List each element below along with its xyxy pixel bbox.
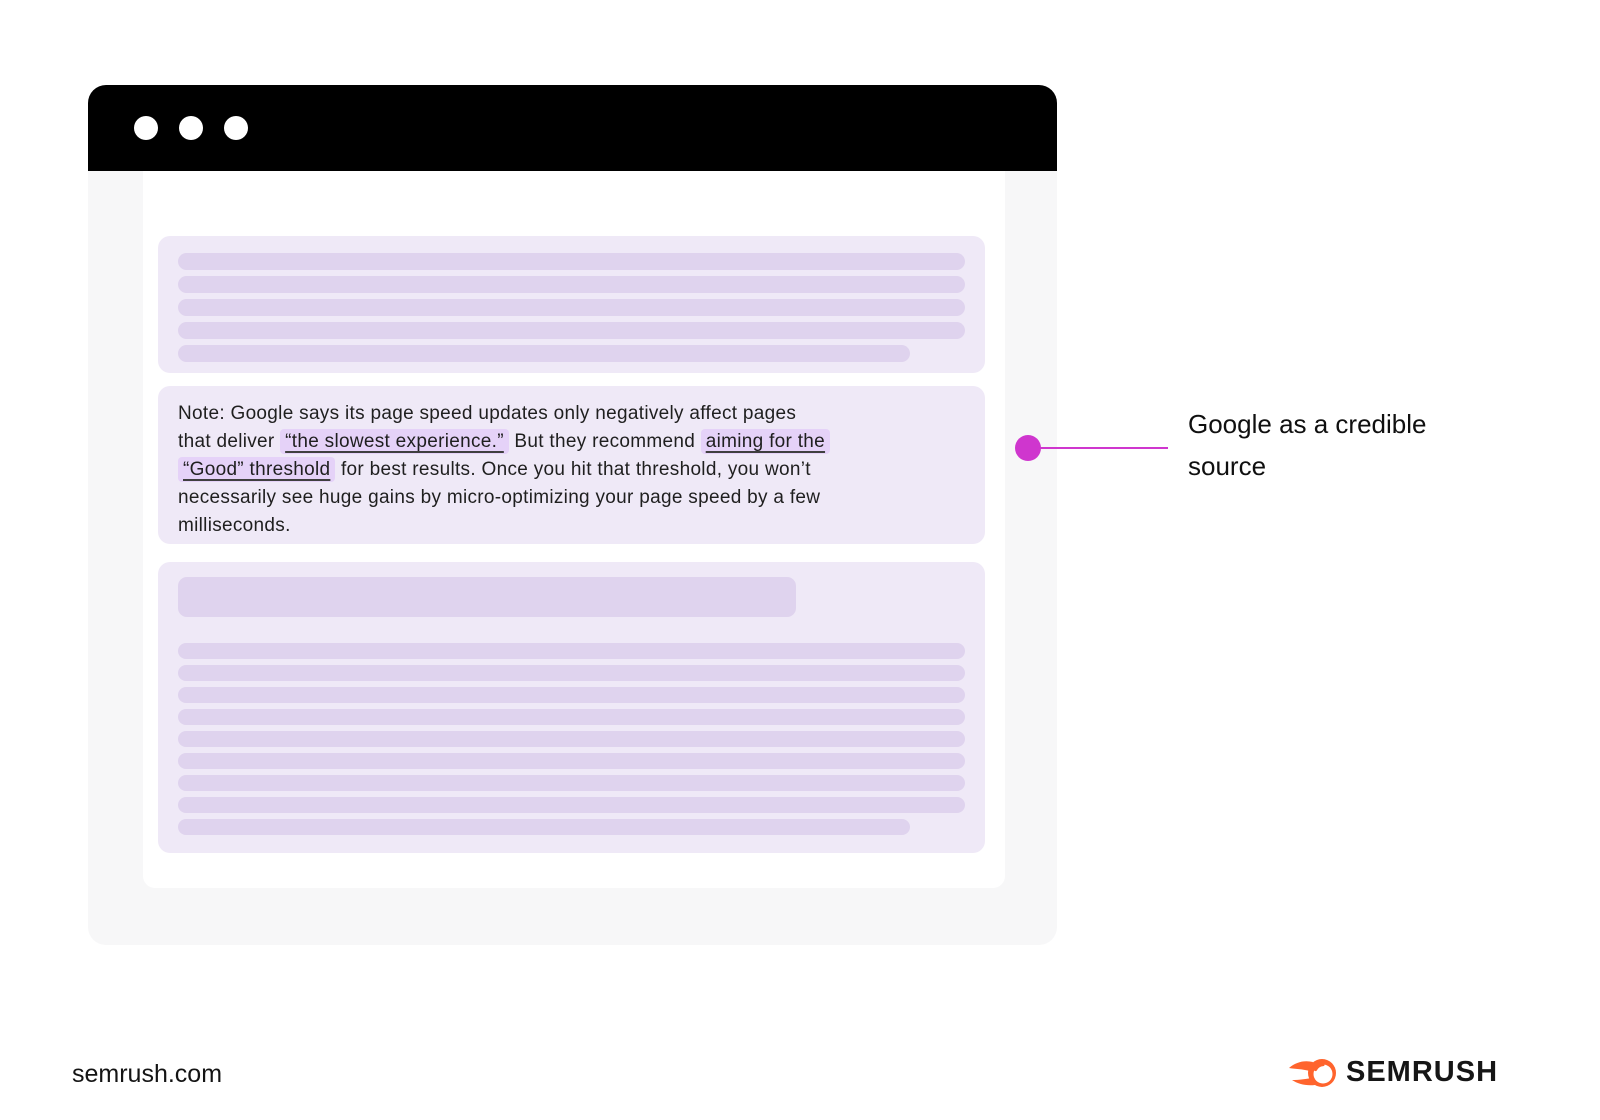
semrush-logo: [1288, 1056, 1498, 1089]
placeholder-bar: [178, 322, 965, 339]
note-segment: necessarily see huge gains by micro-optimizing your page speed by a few: [178, 487, 821, 508]
inline-link[interactable]: aiming for the: [701, 429, 830, 454]
inline-link[interactable]: “Good” threshold: [178, 457, 335, 482]
note-segment: for best results. Once you hit that threshold, you won’t: [335, 459, 811, 480]
placeholder-bar: [178, 819, 910, 835]
placeholder-bar: [178, 775, 965, 791]
note-segment: milliseconds.: [178, 515, 291, 536]
note-line: [178, 484, 975, 512]
skeleton-panel-top: [158, 236, 985, 373]
placeholder-bar: [178, 299, 965, 316]
footer-site-label: semrush.com: [72, 1060, 223, 1088]
note-segment: Note: Google says its page speed updates only negatively affect pages: [178, 403, 797, 424]
semrush-wordmark: SEMRUSH: [1346, 1056, 1499, 1088]
window-control-dot[interactable]: [224, 116, 248, 140]
placeholder-bar: [178, 276, 965, 293]
placeholder-bar: [178, 709, 965, 725]
placeholder-bar: [178, 643, 965, 659]
note-segment: that deliver: [178, 431, 281, 452]
placeholder-bar: [178, 253, 965, 270]
connector-dot: [1015, 435, 1041, 461]
inline-link[interactable]: “the slowest experience.”: [280, 429, 509, 454]
placeholder-bar: [178, 731, 965, 747]
placeholder-bar: [178, 345, 910, 362]
note-line: [178, 512, 975, 540]
browser-titlebar: [88, 85, 1057, 171]
note-line: [178, 428, 975, 456]
note-panel: [158, 386, 985, 544]
note-line: [178, 400, 975, 428]
placeholder-bar: [178, 665, 965, 681]
placeholder-header-bar: [178, 577, 796, 617]
placeholder-bar: [178, 687, 965, 703]
placeholder-bar: [178, 797, 965, 813]
skeleton-panel-bottom: [158, 562, 985, 853]
page-canvas: [143, 171, 1005, 888]
connector-line: [1028, 447, 1168, 449]
placeholder-bar: [178, 753, 965, 769]
note-line: [178, 456, 975, 484]
note-segment: But they recommend: [508, 431, 701, 452]
callout-label: Google as a credible source: [1188, 409, 1427, 481]
window-control-dot[interactable]: [179, 116, 203, 140]
note-text: [178, 400, 975, 540]
window-control-dot[interactable]: [134, 116, 158, 140]
browser-window: [88, 85, 1057, 945]
semrush-logo-icon: [1288, 1058, 1338, 1088]
